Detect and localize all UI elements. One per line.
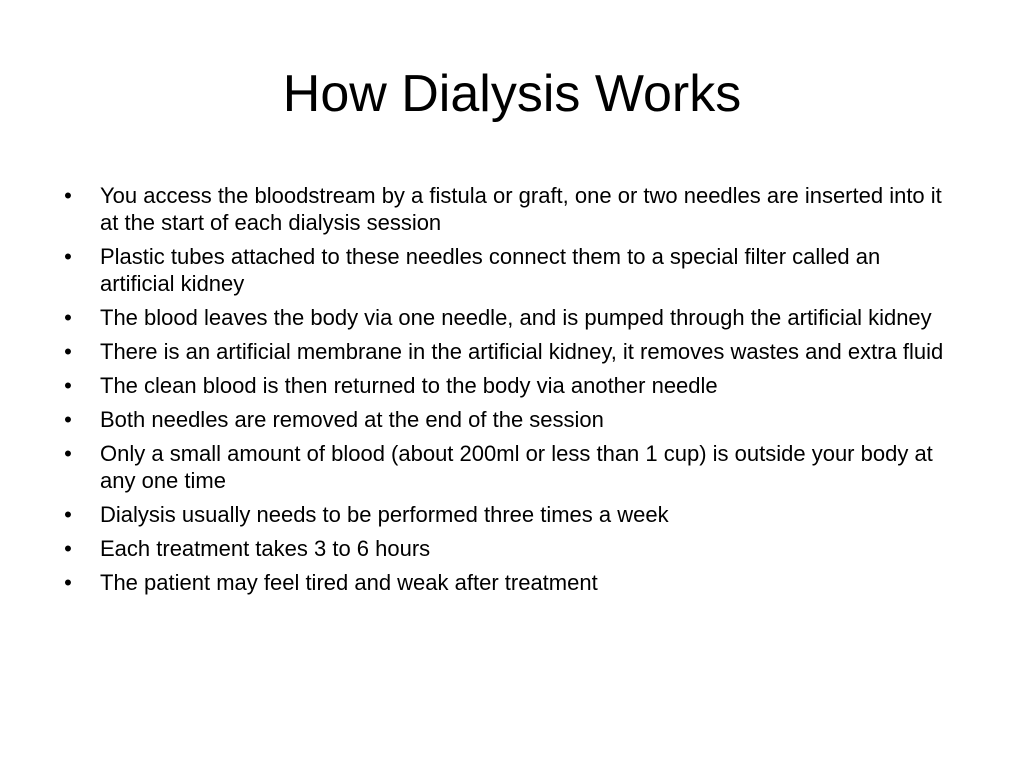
bullet-text: Both needles are removed at the end of the session — [100, 407, 604, 432]
bullet-icon: • — [64, 441, 72, 466]
bullet-icon: • — [64, 373, 72, 398]
bullet-icon: • — [64, 244, 72, 269]
bullet-text: Plastic tubes attached to these needles connect them to a special filter called an artificial kidney — [100, 244, 881, 296]
bullet-list — [58, 182, 958, 603]
bullet-icon: • — [64, 305, 72, 330]
bullet-item — [58, 372, 958, 399]
bullet-item — [58, 406, 958, 433]
bullet-text: The blood leaves the body via one needle, and is pumped through the artificial kidney — [100, 305, 932, 330]
bullet-text: Each treatment takes 3 to 6 hours — [100, 536, 431, 561]
bullet-icon: • — [64, 536, 72, 561]
bullet-text: The clean blood is then returned to the body via another needle — [100, 373, 718, 398]
bullet-text: The patient may feel tired and weak after treatment — [100, 570, 598, 595]
bullet-item — [58, 535, 958, 562]
bullet-item — [58, 338, 958, 365]
bullet-text: Only a small amount of blood (about 200ml or less than 1 cup) is outside your body at any one time — [100, 441, 933, 493]
bullet-item — [58, 182, 958, 236]
bullet-icon: • — [64, 339, 72, 364]
bullet-text: There is an artificial membrane in the artificial kidney, it removes wastes and extra fluid — [100, 339, 944, 364]
bullet-icon: • — [64, 407, 72, 432]
slide-title: How Dialysis Works — [282, 65, 742, 123]
bullet-item — [58, 569, 958, 596]
bullet-text: You access the bloodstream by a fistula or graft, one or two needles are inserted into it at the start of each dialysis session — [100, 183, 942, 235]
bullet-icon: • — [64, 183, 72, 208]
bullet-icon: • — [64, 570, 72, 595]
bullet-item — [58, 440, 958, 494]
bullet-icon: • — [64, 502, 72, 527]
bullet-item — [58, 501, 958, 528]
bullet-text: Dialysis usually needs to be performed three times a week — [100, 502, 669, 527]
bullet-item — [58, 243, 958, 297]
bullet-item — [58, 304, 958, 331]
